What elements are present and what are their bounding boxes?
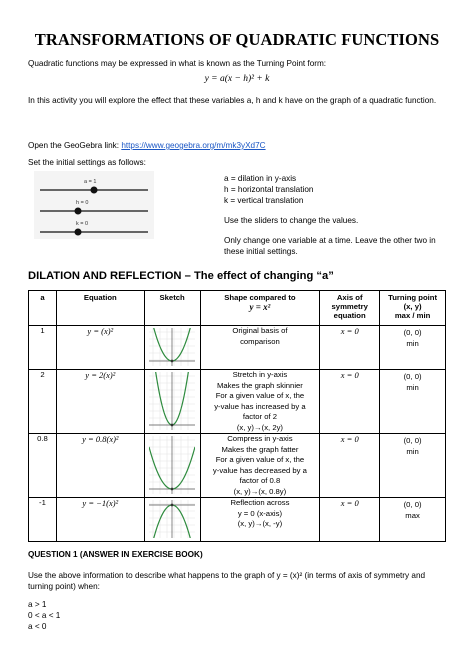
shape-line: (x, y)→(x, 2y) — [236, 422, 283, 432]
shape-line: y-value has decreased by a — [212, 465, 307, 475]
header-tp-line3: max / min — [394, 311, 431, 320]
shape-line: y-value has increased by a — [214, 401, 306, 411]
use-sliders-text: Use the sliders to change the values. — [224, 216, 359, 225]
shape-line: For a given value of x, the — [215, 391, 305, 400]
header-axis — [320, 291, 380, 326]
slider-knob[interactable] — [75, 208, 82, 215]
parabola-sketch — [149, 436, 195, 494]
cell-equation: y = 2(x)² — [56, 370, 144, 434]
cell-axis: x = 0 — [320, 498, 380, 542]
header-axis-line3: equation — [333, 311, 366, 320]
max-min-value: min — [406, 338, 419, 348]
shape-line: Reflection across — [230, 498, 290, 507]
cell-a: 2 — [29, 370, 57, 434]
cell-equation: y = (x)² — [56, 326, 144, 370]
slider-settings-image — [34, 171, 154, 239]
shape-line: Makes the graph skinnier — [216, 380, 303, 390]
settings-text: Set the initial settings as follows: — [28, 158, 146, 167]
parabola-sketch — [149, 328, 195, 366]
table-row — [29, 370, 446, 434]
turning-point-value: (0, 0) — [403, 328, 422, 337]
explore-text: In this activity you will explore the effect that these variables a, h and k have on the graph of a quadratic function. — [28, 96, 437, 105]
cell-sketch — [144, 326, 200, 370]
slider-label: h = 0 — [76, 200, 89, 206]
page-title: TRANSFORMATIONS OF QUADRATIC FUNCTIONS — [34, 30, 440, 49]
cell-turning-point — [380, 326, 446, 370]
case-3: a < 0 — [28, 622, 47, 631]
slider-label: k = 0 — [76, 221, 89, 227]
max-min-value: min — [406, 446, 419, 456]
shape-line: factor of 2 — [242, 412, 278, 421]
header-tp-line2: (x, y) — [403, 302, 422, 311]
cell-turning-point — [380, 370, 446, 434]
shape-line: (x, y)→(x, -y) — [237, 519, 283, 528]
turning-point-value: (0, 0) — [403, 436, 422, 445]
header-axis-line1: Axis of — [336, 293, 363, 302]
header-axis-line2: symmetry — [331, 302, 368, 311]
header-equation: Equation — [56, 291, 144, 326]
question-title: QUESTION 1 (ANSWER IN EXERCISE BOOK) — [28, 550, 203, 559]
case-1: a > 1 — [28, 600, 47, 609]
slider-knob[interactable] — [91, 187, 98, 194]
open-link-label: Open the GeoGebra link: — [28, 141, 122, 150]
slider-label: a = 1 — [84, 179, 97, 185]
variable-k-text: k = vertical translation — [224, 196, 304, 205]
shape-line: factor of 0.8 — [239, 476, 281, 485]
cell-turning-point — [380, 498, 446, 542]
vertex-point — [171, 424, 174, 427]
cell-a: -1 — [29, 498, 57, 542]
header-shape-line1: Shape compared to — [224, 293, 296, 302]
variable-h-text: h = horizontal translation — [224, 185, 314, 194]
table-row — [29, 326, 446, 370]
variable-a-text: a = dilation in y-axis — [224, 174, 297, 183]
header-shape-line2: y = x² — [249, 302, 271, 312]
only-change-text: Only change one variable at a time. Leave the other two in these initial settings. — [224, 236, 436, 256]
cell-shape — [200, 434, 320, 498]
parabola-sketch — [149, 372, 195, 430]
cell-axis: x = 0 — [320, 434, 380, 498]
cell-shape — [200, 326, 320, 370]
cell-sketch — [144, 498, 200, 542]
max-min-value: min — [406, 382, 419, 392]
cell-equation: y = −1(x)² — [56, 498, 144, 542]
case-2: 0 < a < 1 — [28, 611, 61, 620]
turning-point-formula: y = a(x − h)² + k — [204, 74, 270, 84]
shape-line: Makes the graph fatter — [221, 444, 299, 454]
table-row — [29, 434, 446, 498]
question-text: Use the above information to describe what happens to the graph of y = (x)² (in terms of axis of symmetry and turning point) when: — [28, 571, 426, 591]
turning-point-value: (0, 0) — [403, 372, 422, 381]
header-sketch: Sketch — [144, 291, 200, 326]
cell-turning-point — [380, 434, 446, 498]
shape-line: comparison — [240, 336, 280, 346]
cell-a: 1 — [29, 326, 57, 370]
dilation-table — [28, 290, 446, 542]
cell-a: 0.8 — [29, 434, 57, 498]
cell-shape — [200, 498, 320, 542]
cell-axis: x = 0 — [320, 370, 380, 434]
geogebra-link[interactable]: https://www.geogebra.org/m/mk3yXd7C — [121, 141, 266, 150]
slider-knob[interactable] — [75, 229, 82, 236]
vertex-point — [171, 360, 174, 363]
header-shape — [200, 291, 320, 326]
table-row — [29, 498, 446, 542]
vertex-point — [171, 504, 174, 507]
cell-shape — [200, 370, 320, 434]
header-turning-point — [380, 291, 446, 326]
cell-equation: y = 0.8(x)² — [56, 434, 144, 498]
shape-line: Compress in y-axis — [227, 434, 293, 443]
intro-text: Quadratic functions may be expressed in what is known as the Turning Point form: — [28, 59, 327, 68]
shape-line: (x, y)→(x, 0.8y) — [233, 486, 287, 496]
vertex-point — [171, 488, 174, 491]
shape-line: Stretch in y-axis — [232, 370, 288, 379]
shape-line: Original basis of — [232, 326, 288, 335]
open-link-line — [28, 140, 448, 151]
header-a: a — [29, 291, 57, 326]
cell-sketch — [144, 370, 200, 434]
max-min-value: max — [405, 510, 420, 520]
shape-line: For a given value of x, the — [215, 455, 305, 464]
table-header-row — [29, 291, 446, 326]
shape-line: y = 0 (x-axis) — [237, 508, 283, 518]
cell-sketch — [144, 434, 200, 498]
parabola-sketch — [149, 500, 195, 538]
turning-point-value: (0, 0) — [403, 500, 422, 509]
header-tp-line1: Turning point — [388, 293, 438, 302]
cell-axis: x = 0 — [320, 326, 380, 370]
section-heading: DILATION AND REFLECTION – The effect of changing “a” — [28, 270, 334, 282]
